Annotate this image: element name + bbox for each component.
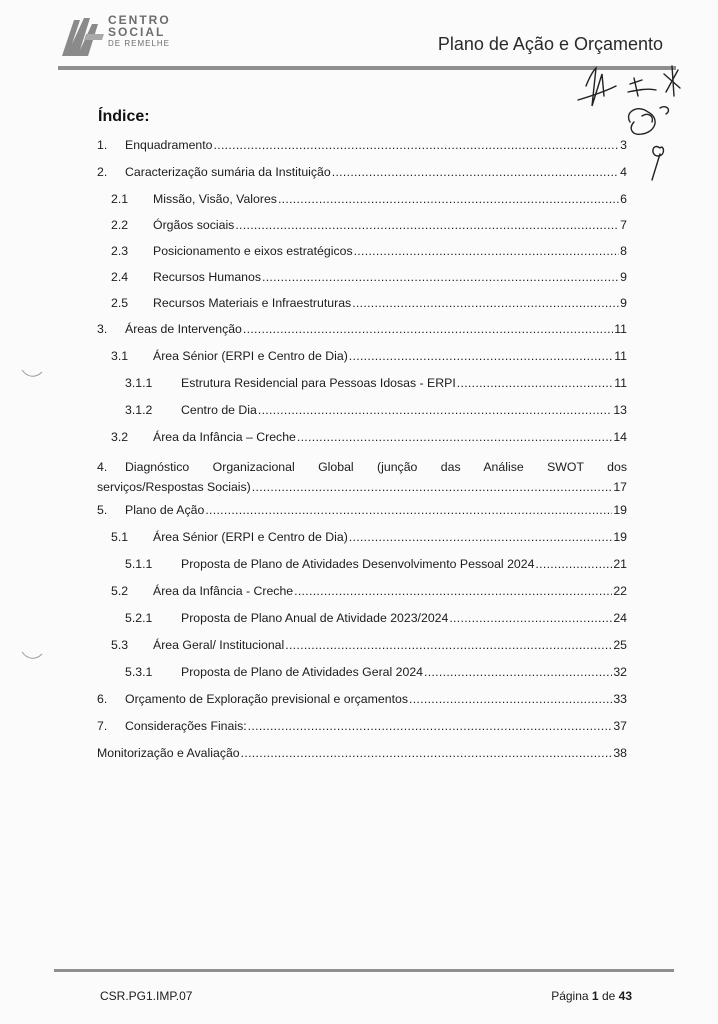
toc-page: 7 (620, 218, 627, 232)
toc-number: 3. (97, 322, 108, 336)
logo-line-2: SOCIAL (108, 25, 166, 39)
toc-page: 14 (613, 430, 627, 444)
toc-entry[interactable] (97, 244, 627, 270)
toc-entry[interactable] (97, 638, 627, 665)
toc-label: Centro de Dia (181, 403, 257, 417)
toc-page: 19 (613, 530, 627, 544)
footer-divider (54, 969, 674, 972)
toc-leader (214, 138, 620, 152)
toc-number: 2.3 (111, 244, 129, 258)
page-current: 1 (591, 989, 599, 1003)
toc-label-continued: serviços/Respostas Sociais) (97, 480, 251, 494)
toc-leader (285, 638, 612, 652)
toc-entry[interactable] (97, 270, 627, 296)
toc-number: 2.1 (111, 192, 129, 206)
toc-entry[interactable] (97, 296, 627, 322)
toc-leader (354, 244, 620, 258)
toc-number: 5. (97, 503, 108, 517)
document-code: CSR.PG1.IMP.07 (100, 989, 193, 1003)
toc-page: 6 (620, 192, 627, 206)
toc-entry-line-1 (97, 457, 627, 477)
toc-leader (248, 719, 613, 733)
toc-entry[interactable] (97, 349, 627, 376)
toc-entry[interactable] (97, 584, 627, 611)
scan-mark-icon (20, 368, 44, 378)
toc-page: 9 (620, 296, 627, 310)
toc-page: 37 (613, 719, 627, 733)
toc-page: 3 (620, 138, 627, 152)
toc-entry[interactable] (97, 692, 627, 719)
toc-label: Área da Infância - Creche (153, 584, 294, 598)
toc-leader (457, 376, 613, 390)
page-total: 43 (618, 989, 632, 1003)
toc-page: 33 (613, 692, 627, 706)
toc-entry[interactable] (97, 530, 627, 557)
toc-label: Área Sénior (ERPI e Centro de Dia) (153, 349, 348, 363)
toc-entry[interactable] (97, 557, 627, 584)
toc-label: Áreas de Intervenção (125, 322, 242, 336)
toc-entry[interactable] (97, 322, 627, 349)
toc-entry[interactable] (97, 376, 627, 403)
toc-entry-line-2 (97, 477, 627, 497)
toc-page: 9 (620, 270, 627, 284)
toc-number: 2.2 (111, 218, 129, 232)
toc-number: 3.1.1 (125, 376, 153, 390)
toc-number: 3.1 (111, 349, 129, 363)
toc-number: 5.3.1 (125, 665, 153, 679)
toc-label: Caracterização sumária da Instituição (125, 165, 331, 179)
toc-entry[interactable] (97, 719, 627, 746)
toc-leader (235, 218, 619, 232)
toc-label: Proposta de Plano Anual de Atividade 2023/2024 (181, 611, 449, 625)
toc-label: Recursos Humanos (153, 270, 261, 284)
toc-leader (241, 746, 613, 760)
logo-emblem-icon (58, 14, 106, 58)
toc-entry[interactable] (97, 218, 627, 244)
table-of-contents (97, 132, 627, 773)
document-title: Plano de Ação e Orçamento (437, 34, 663, 54)
toc-entry[interactable] (97, 503, 627, 530)
toc-label: Proposta de Plano de Atividades Geral 2024 (181, 665, 424, 679)
toc-leader (262, 270, 619, 284)
toc-entry[interactable] (97, 746, 627, 773)
toc-page: 19 (613, 503, 627, 517)
toc-number: 2.4 (111, 270, 129, 284)
toc-label: Orçamento de Exploração previsional e orçamentos (125, 692, 408, 706)
toc-entry[interactable] (97, 165, 627, 192)
toc-number: 3.1.2 (125, 403, 153, 417)
toc-page: 17 (613, 480, 627, 494)
logo-wordmark (108, 14, 171, 50)
index-heading: Índice: (98, 108, 150, 125)
toc-entry[interactable] (97, 665, 627, 692)
toc-leader (258, 403, 612, 417)
toc-number: 5.1.1 (125, 557, 153, 571)
toc-leader (294, 584, 612, 598)
toc-page: 25 (613, 638, 627, 652)
toc-leader (297, 430, 612, 444)
toc-label: Enquadramento (125, 138, 213, 152)
toc-number: 2.5 (111, 296, 129, 310)
toc-entry[interactable] (97, 611, 627, 638)
page-indicator (551, 989, 632, 1003)
logo-line-3: DE REMELHE (108, 39, 171, 48)
toc-leader (252, 477, 613, 497)
toc-label: Diagnóstico Organizacional Global (junção das Análise SWOT dos (125, 460, 627, 474)
toc-page: 4 (620, 165, 627, 179)
toc-number: 6. (97, 692, 108, 706)
toc-number: 1. (97, 138, 108, 152)
toc-number: 4. (97, 460, 108, 474)
toc-entry[interactable] (97, 430, 627, 457)
toc-page: 38 (613, 746, 627, 760)
toc-entry[interactable] (97, 403, 627, 430)
toc-page: 21 (613, 557, 627, 571)
toc-label: Órgãos sociais (153, 218, 235, 232)
logo-line-1: CENTRO (108, 13, 171, 27)
toc-page: 11 (614, 322, 627, 336)
toc-leader (449, 611, 612, 625)
toc-label: Área Geral/ Institucional (153, 638, 285, 652)
toc-number: 5.2 (111, 584, 129, 598)
toc-page: 22 (613, 584, 627, 598)
toc-leader (409, 692, 612, 706)
toc-leader (278, 192, 619, 206)
toc-label: Proposta de Plano de Atividades Desenvolvimento Pessoal 2024 (181, 557, 535, 571)
toc-number: 5.1 (111, 530, 129, 544)
toc-page: 11 (614, 349, 627, 363)
toc-label: Considerações Finais: (125, 719, 247, 733)
toc-leader (424, 665, 612, 679)
toc-label: Área da Infância – Creche (153, 430, 296, 444)
institution-logo (58, 12, 198, 58)
toc-label: Recursos Materiais e Infraestruturas (153, 296, 352, 310)
toc-leader (332, 165, 619, 179)
toc-number: 2. (97, 165, 108, 179)
toc-label: Missão, Visão, Valores (153, 192, 277, 206)
toc-leader (349, 349, 613, 363)
toc-leader (535, 557, 612, 571)
toc-entry[interactable] (97, 457, 627, 503)
page-word: Página (551, 989, 589, 1003)
toc-label: Área Sénior (ERPI e Centro de Dia) (153, 530, 348, 544)
toc-number: 3.2 (111, 430, 129, 444)
toc-leader (243, 322, 613, 336)
toc-leader (205, 503, 612, 517)
toc-leader (352, 296, 619, 310)
toc-leader (349, 530, 613, 544)
toc-label: Posicionamento e eixos estratégicos (153, 244, 353, 258)
scan-mark-icon (20, 650, 44, 660)
toc-page: 8 (620, 244, 627, 258)
toc-label: Monitorização e Avaliação (97, 746, 240, 760)
toc-page: 24 (613, 611, 627, 625)
toc-page: 11 (614, 376, 627, 390)
toc-entry[interactable] (97, 138, 627, 165)
toc-page: 13 (613, 403, 627, 417)
toc-number: 7. (97, 719, 108, 733)
toc-number: 5.3 (111, 638, 129, 652)
toc-number: 5.2.1 (125, 611, 153, 625)
toc-label: Plano de Ação (125, 503, 205, 517)
toc-entry[interactable] (97, 192, 627, 218)
page-separator: de (601, 989, 616, 1003)
toc-page: 32 (613, 665, 627, 679)
toc-label: Estrutura Residencial para Pessoas Idosas - ERPI (181, 376, 456, 390)
